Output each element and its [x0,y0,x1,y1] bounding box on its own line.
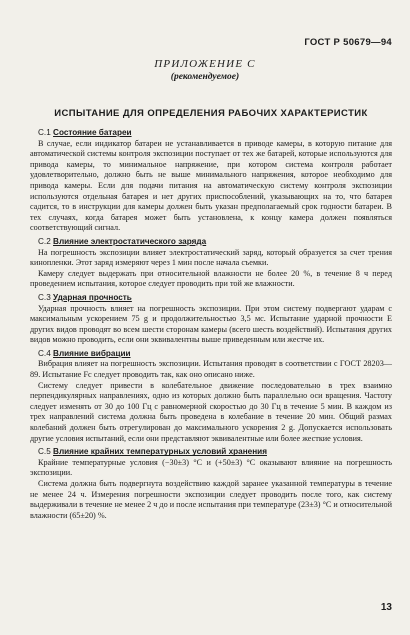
paragraph: Крайние температурные условия (−30±3) °С и (+50±3) °С оказывают влияние на погрешность экспозиции. [30,457,392,478]
paragraph: В случае, если индикатор батареи не устанавливается в приводе камеры, в которую питание для автоматической системы контроля экспозиции поступает от тех же батарей, которые используются для привода камеры, то минимальное напряжение, при котором система контроля работает удовлетворительно, должно быть не выше минимального напряжения, которое необходимо для привода камеры. Если для подачи питания на автоматическую систему контроля экспозиции используются отдельная батарея и нет других приспособлений, указывающих на то, что батарея садится, то в инструкции для камеры должен быть указан предполагаемый срок годности батареи. В тех случаях, когда батарея может быть установлена, к концу камера должен появляться соответствующий сигнал. [30,138,392,233]
section-heading [30,349,392,360]
standard-code: ГОСТ Р 50679—94 [304,37,392,48]
page-number: 13 [380,602,392,613]
paragraph: Система должна быть подвергнута воздействию каждой заранее указанной температуры в течение не менее 24 ч. Измерения погрешности экспозиции следует проводить после того, как систему выдерживали в течение не менее 2 ч до и после испытания при температуре (23±3) °С и относительной влажности (65±20) %. [30,479,392,520]
section-heading [30,237,392,248]
paragraph: На погрешность экспозиции влияет электростатический заряд, который образуется за счет трения кинопленки. Этот заряд измеряют через 1 мин после начала съемки. [30,247,392,268]
section-number: С.4 [38,348,51,358]
paragraph: Систему следует привести в колебательное движение последовательно в трех взаимно перпендикулярных направлениях, одно из которых должно быть параллельно оси вращения. Частоту следует изменять от 30 до 100 Гц с равномерной скоростью до 30 Гц в течение 5 мин. В каждом из трех направлений система должна быть проведена в колебание в течение 20 мин. Общий размах колебаний должен быть отрегулирован до максимального ускорения 2 g. Допускается использовать другие условия испытаний, если они представляют эквивалентные или более жесткие условия. [30,380,392,443]
section-title: Влияние вибрации [53,348,131,358]
section-number: С.5 [38,447,51,457]
section-title: Состояние батареи [53,128,132,137]
section-number: С.3 [38,292,51,302]
section-heading [30,293,392,304]
appendix-title: ПРИЛОЖЕНИЕ С [154,58,256,70]
section-title: Влияние электростатического заряда [53,236,207,246]
document-body [30,128,392,521]
section-heading [30,447,392,458]
section-heading [30,128,392,139]
section-title: Влияние крайних температурных условий хранения [53,447,267,457]
section-number: С.1 [38,128,51,137]
paragraph: Вибрация влияет на погрешность экспозиции. Испытания проводят в соответствии с ГОСТ 28203—89. Испытание Fc следует проводить так, как оно описано ниже. [30,359,392,380]
paragraph: Камеру следует выдержать при относительной влажности не более 20 %, в течение 8 ч перед проведением испытания, которое следует проводить при той же влажности. [30,268,392,289]
section-number: С.2 [38,236,51,246]
main-title: ИСПЫТАНИЕ ДЛЯ ОПРЕДЕЛЕНИЯ РАБОЧИХ ХАРАКТЕРИСТИК [54,108,368,119]
appendix-subtitle: (рекомендуемое) [170,72,240,82]
paragraph: Ударная прочность влияет на погрешность экспозиции. При этом систему подвергают ударам с максимальным ускорением 75 g и продолжительностью 3,5 мс. Испытание ударной прочности E других видов проводят во всем шести сторонам камеры (всего шесть воздействий). Испытания других видов можно проводить, если они эквивалентны выше приведенным или жестче их. [30,303,392,345]
section-title: Ударная прочность [53,292,132,302]
